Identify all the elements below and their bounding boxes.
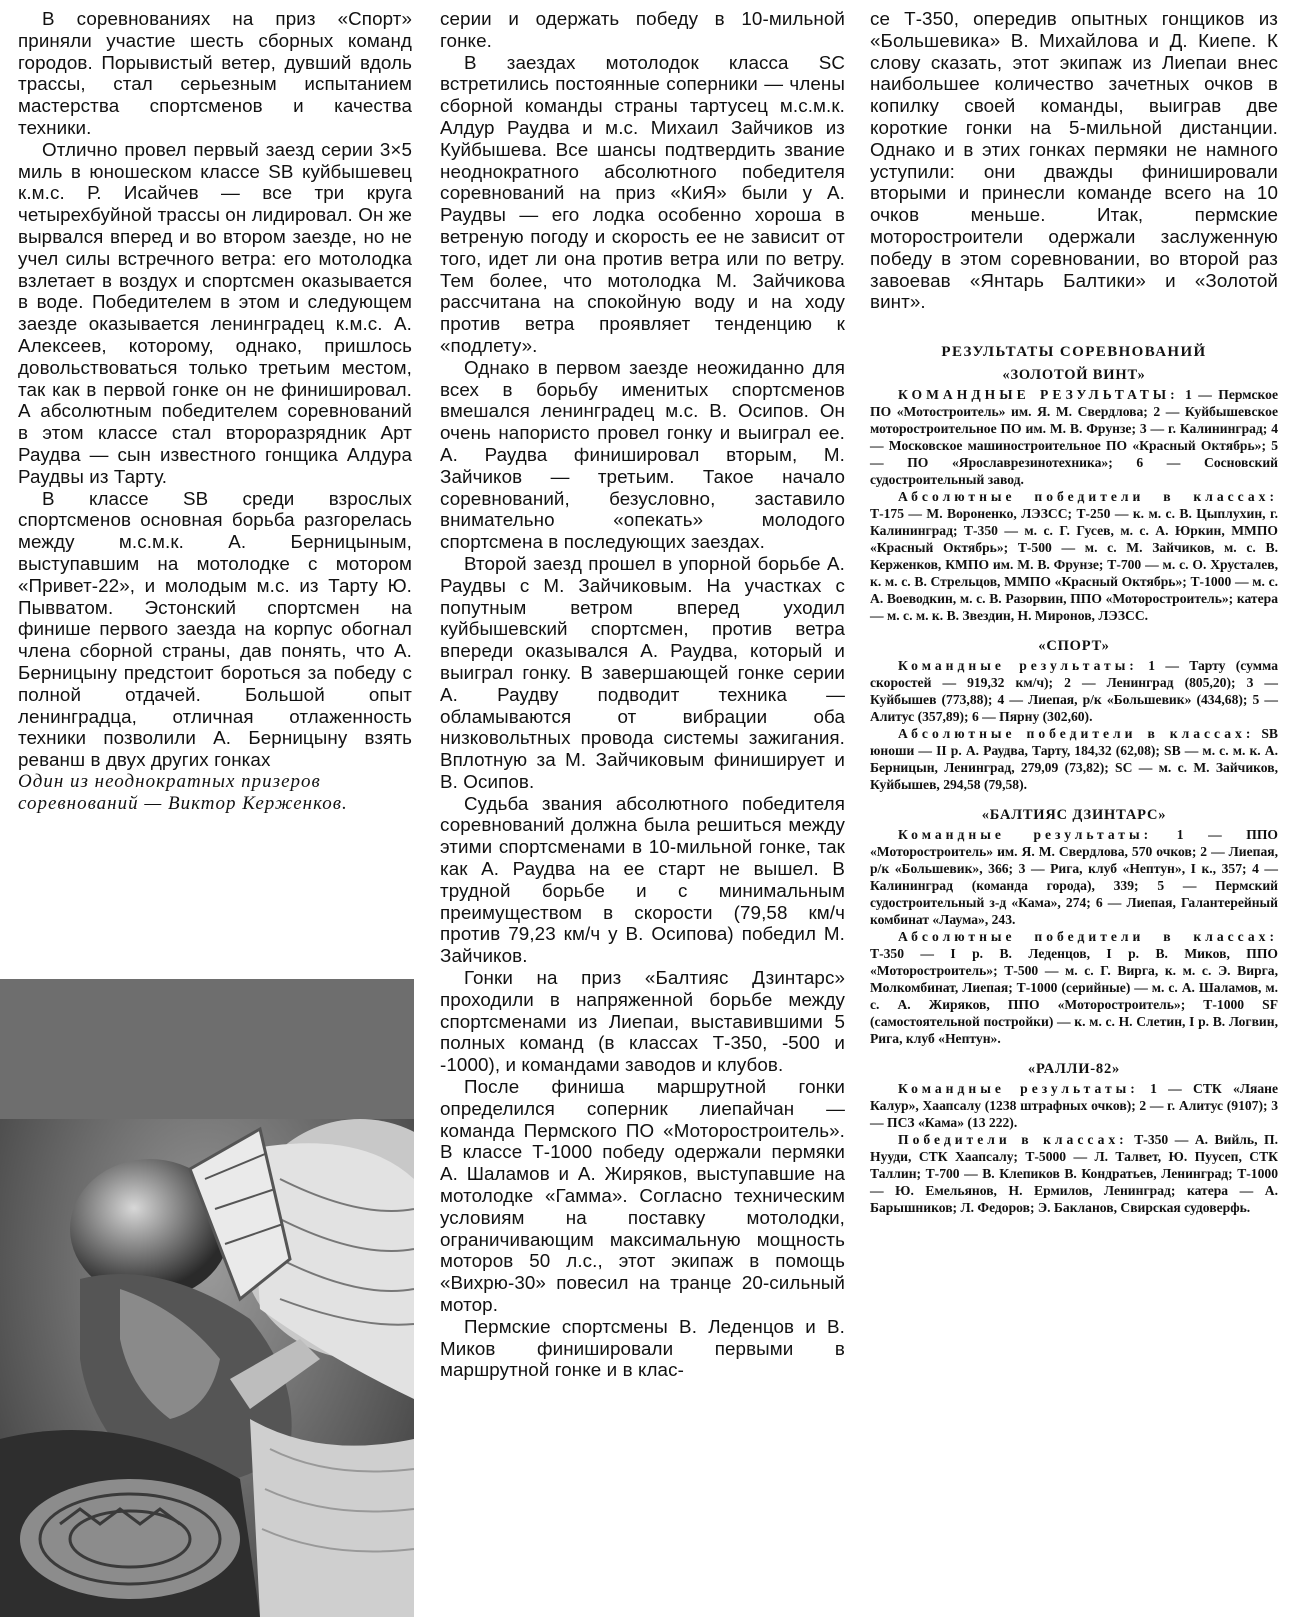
- article-paragraph: Гонки на приз «Балтияс Дзинтарс» проходили в напряженной борьбе между спортсменами из Лиепаи, выставившими 5 полных команд (в классах Т-350, -500 и -1000), и командами заводов и клубов.: [440, 967, 845, 1076]
- photo-caption: Один из неоднократных призеров соревнований — Виктор Керженков.: [18, 770, 348, 814]
- racer-photo-image: [0, 979, 414, 1617]
- results-paragraph: [870, 386, 1278, 488]
- article-column-2: [440, 8, 845, 1381]
- results-paragraph: [870, 488, 1278, 624]
- article-paragraph: Второй заезд прошел в упорной борьбе А. Раудвы с М. Зайчиковым. На участках с попутным ветром вперед уходил куйбышевский спортсмен, против ветра впереди оказывался А. Раудва, который и выиграл гонку. В завершающей гонке серии А. Раудву подводит техника — обламываются от вибрации оба низковольтных провода системы зажигания. Вплотную за М. Зайчиковым финиширует и В. Осипов.: [440, 552, 845, 792]
- article-paragraph: В заездах мотолодок класса SC встретились постоянные соперники — члены сборной команды страны тартусец м.с.м.к. Алдур Раудва и м.с. Михаил Зайчиков из Куйбышева. Все шансы подтвердить звание неоднократного абсолютного победителя соревнований на приз «КиЯ» были у А. Раудвы — его лодка особенно хороша в ветреную погоду и скорость ее не зависит от того, идет ли она против ветра или по ветру. Тем более, что мотолодка М. Зайчикова рассчитана на спокойную воду и на ходу против ветра проявляет тенденцию к «подлету».: [440, 51, 845, 356]
- article-paragraph: се Т-350, опередив опытных гонщиков из «Большевика» В. Михайлова и Д. Киепе. К слову сказать, этот экипаж из Лиепаи внес наибольшее количество зачетных очков в копилку своей команды, выиграв две короткие гонки на 5-мильной дистанции. Однако и в этих гонках пермяки не намного уступили: они дважды финишировали вторыми и принесли команде всего на 10 очков меньше. Итак, пермские моторостроители одержали заслуженную победу в этом соревновании, во второй раз завоевав «Янтарь Балтики» и «Золотой винт».: [870, 8, 1278, 313]
- article-column-3: [870, 8, 1278, 1216]
- results-lead: Абсолютные победители в классах:: [898, 489, 1278, 505]
- results-lead: Командные результаты:: [898, 1081, 1139, 1097]
- results-lead: КОМАНДНЫЕ РЕЗУЛЬТАТЫ:: [898, 387, 1179, 403]
- results-text: SB юноши — II р. А. Раудва, Тарту, 184,32 (62,08); SB — м. с. м. к. А. Берницын, Ленинград, 279,09 (73,82); SC — м. с. М. Зайчиков, Куйбышев, 294,58 (79,58).: [870, 726, 1278, 793]
- article-column-1: [18, 8, 412, 815]
- article-paragraph: Судьба звания абсолютного победителя соревнований должна была решиться между этими спортсменами в 10-мильной гонке, так как А. Раудва на ее старт не вышел. В трудной борьбе и с минимальным преимуществом в скорости (79,58 км/ч против 79,23 км/ч у В. Осипова) победил М. Зайчиков.: [440, 792, 845, 967]
- results-paragraph: [870, 826, 1278, 928]
- results-lead: Абсолютные победители в классах:: [898, 929, 1278, 945]
- section-heading: «БАЛТИЯС ДЗИНТАРС»: [981, 807, 1167, 824]
- results-text: 1 — СТК «Ляане Калур», Хаапсалу (1238 штрафных очков); 2 — г. Алитус (9107); 3 — ПСЗ «Кама» (13 222).: [870, 1081, 1278, 1131]
- results-lead: Победители в классах:: [898, 1132, 1128, 1148]
- results-text: Т-350 — А. Вийль, П. Нууди, СТК Хаапсалу; Т-5000 — Л. Талвет, Ю. Пуусеп, СТК Таллин; Т-700 — В. Клепиков В. Кондратьев, Ленинград; Т-1000 — Ю. Емельянов, Н. Ермилов, Ленинград; катера — А. Барышников; Л. Федоров; Э. Бакланов, Свирская судоверфь.: [870, 1132, 1278, 1216]
- article-paragraph: В классе SB среди взрослых спортсменов основная борьба разгорелась между м.с.м.к. А. Берницыным, выступавшим на мотолодке с мотором «Привет-22», и молодым м.с. из Тарту Ю. Пыввaтом. Эстонский спортсмен на финише первого заезда на корпус обогнал члена сборной страны, дав понять, что А. Берницыну предстоит бороться за победу с полной отдачей. Большой опыт ленинградца, отличная отлаженность техники позволили А. Берницыну взять реванш в двух других гонках: [18, 487, 412, 771]
- section-heading: «ЗОЛОТОЙ ВИНТ»: [1002, 367, 1146, 384]
- article-paragraph: После финиша маршрутной гонки определился соперник лиепайчан — команда Пермского ПО «Моторостроитель». В классе Т-1000 победу одержали пермяки А. Шаламов и А. Жиряков, выступавшие на мотолодке «Гамма». Согласно техническим условиям на поставку мотолодки, ограничивающим максимальную мощность моторов 50 л.с., этот экипаж в помощь «Вихрю-30» повесил на транце 20-сильный мотор.: [440, 1076, 845, 1316]
- results-paragraph: [870, 1080, 1278, 1131]
- results-block: [870, 339, 1278, 1216]
- racer-photo: [0, 979, 414, 1617]
- results-paragraph: [870, 1131, 1278, 1216]
- results-text: 1 — Тарту (сумма скоростей — 919,32 км/ч); 2 — Ленинград (805,20); 3 — Куйбышев (773,88); 4 — Лиепая, р/к «Большевик» (434,68); 5 — Алитус (357,89); 6 — Пярну (302,60).: [870, 658, 1278, 725]
- results-paragraph: [870, 928, 1278, 1047]
- results-lead: Командные результаты:: [898, 827, 1153, 843]
- results-text: 1 — Пермское ПО «Мотостроитель» им. Я. М. Свердлова; 2 — Куйбышевское моторостроительное ПО им. М. В. Фрунзе; 3 — г. Калининград; 4 — Московское машиностроительное ПО «Красный Октябрь»; 5 — ПО «Ярославрезинотехника»; 6 — Сосновский судостроительный завод.: [870, 387, 1278, 488]
- results-text: 1 — ППО «Моторостроитель» им. Я. М. Свердлова, 570 очков; 2 — Лиепая, р/к «Большевик», 366; 3 — Рига, клуб «Нептун», I к., 357; 4 — Калининград (команда города), 339; 5 — Пермский судостроительный з-д «Кама», 274; 6 — Лиепая, Галантерейный комбинат «Лаума», 243.: [870, 827, 1278, 928]
- section-heading: «РАЛЛИ-82»: [1027, 1061, 1121, 1078]
- results-text: Т-175 — М. Вороненко, ЛЭЗСС; Т-250 — к. м. с. В. Цыплухин, г. Калининград; Т-350 — м. с. Г. Гусев, м. с. А. Юркин, ММПО «Красный Октябрь»; Т-500 — м. с. М. Зайчиков, м. с. В. Керженков, КМПО им. М. В. Фрунзе; Т-700 — м. с. О. Хрусталев, к. м. с. В. Стрельцов, ММПО «Красный Октябрь»; Т-1000 — м. с. А. Воеводкин, м. с. В. Разорвин, ППО «Моторостроитель»; катера — м. с. м. к. В. Звездин, Н. Миронов, ЛЭЗСС.: [870, 506, 1278, 624]
- results-lead: Командные результаты:: [898, 658, 1138, 674]
- results-title: РЕЗУЛЬТАТЫ СОРЕВНОВАНИЙ: [941, 344, 1207, 361]
- article-paragraph: Отлично провел первый заезд серии 3×5 миль в юношеском классе SB куйбышевец к.м.с. Р. Исайчев — все три круга четырехбуйной трассы он лидировал. Он же вырвался вперед и во втором заезде, но не учел силы встречного ветра: его мотолодка взлетает в воздух и спортсмен оказывается в воде. Победителем в этом и следующем заезде оказывается ленинградец к.м.с. А. Алексеев, которому, однако, пришлось довольствоваться только третьим местом, так как в первой гонке он не финишировал. А абсолютным победителем соревнований в этом классе стал второразрядник Арт Раудва — сын известного гонщика Алдура Раудвы из Тарту.: [18, 138, 412, 487]
- results-lead: Абсолютные победители в классах:: [898, 726, 1255, 742]
- results-paragraph: [870, 657, 1278, 725]
- section-heading: «СПОРТ»: [1038, 638, 1110, 655]
- article-paragraph: В соревнованиях на приз «Спорт» приняли участие шесть сборных команд городов. Порывистый ветер, дувший вдоль трассы, стал серьезным испытанием мастерства спортсменов и качества техники.: [18, 8, 412, 138]
- results-text: Т-350 — I р. В. Леденцов, I р. В. Миков, ППО «Моторостроитель»; Т-500 — м. с. Г. Вирга, к. м. с. Э. Вирга, Молкомбинат, Лиепая; Т-1000 (серийные) — м. с. А. Шаламов, м. с. А. Жиряков, ППО «Моторостроитель»; Т-1000 SF (самостоятельной постройки) — к. м. с. Н. Слетин, I р. В. Логвин, Рига, клуб «Нептун».: [870, 946, 1278, 1047]
- article-paragraph: Пермские спортсмены В. Леденцов и В. Миков финишировали первыми в маршрутной гонке и в клас-: [440, 1315, 845, 1381]
- article-paragraph: Однако в первом заезде неожиданно для всех в борьбу именитых спортсменов вмешался ленинградец м.с. В. Осипов. Он очень напористо провел гонку и выиграл ее. А. Раудва финишировал вторым, М. Зайчиков — третьим. Такое начало соревнований, безусловно, заставило внимательно «опекать» молодого спортсмена в последующих заездах.: [440, 356, 845, 553]
- article-paragraph: серии и одержать победу в 10-мильной гонке.: [440, 8, 845, 51]
- results-paragraph: [870, 725, 1278, 793]
